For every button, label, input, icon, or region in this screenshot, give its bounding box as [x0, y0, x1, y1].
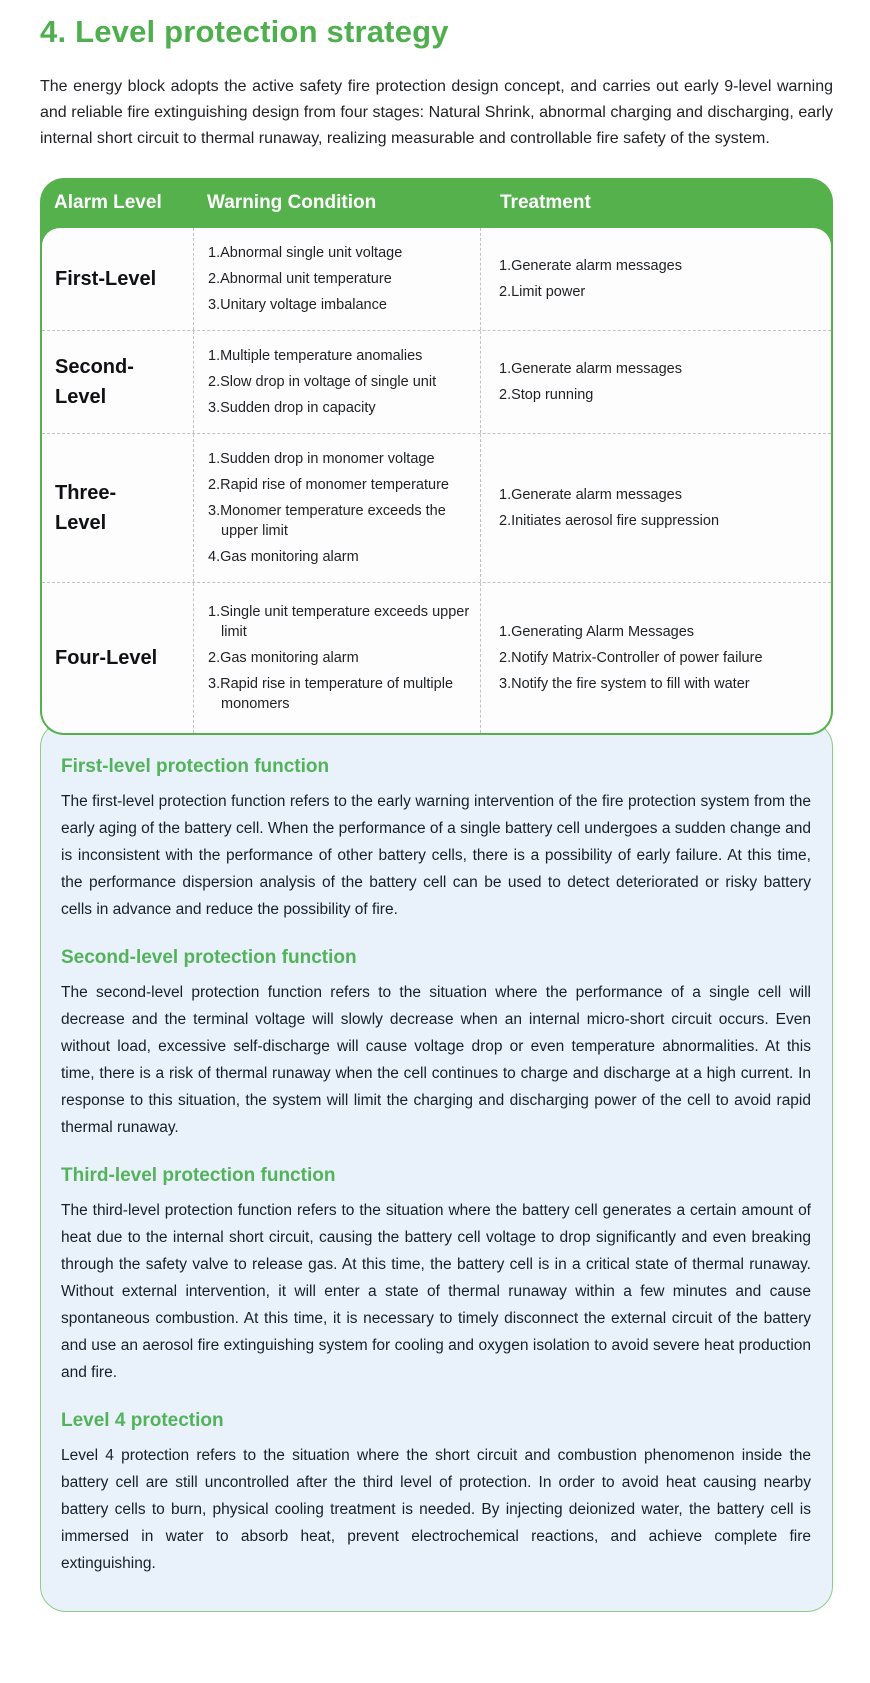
treatment-item: 2.Notify Matrix-Controller of power failure: [499, 650, 763, 666]
level-cell: [42, 228, 193, 330]
section-heading: First-level protection function: [61, 756, 330, 777]
level-label: Second-: [55, 356, 134, 378]
table-row: [42, 330, 831, 433]
level-cell: [42, 331, 193, 433]
condition-item: 3.Rapid rise in temperature of multiple monomers: [208, 676, 454, 712]
section-third-level: [61, 1165, 811, 1386]
section-paragraph: The third-level protection function refers to the situation where the battery cell generates a certain amount of heat due to the internal short circuit, causing the battery cell voltage to drop significantly and even breaking through the safety valve to release gas. At this time, the battery cell is in a critical state of thermal runaway. Without external intervention, it will enter a state of thermal runaway within a few minutes and cause spontaneous combustion. At this time, it is necessary to timely disconnect the external circuit of the battery and use an aerosol fire extinguishing system for cooling and oxygen isolation to avoid severe heat production and fire.: [61, 1202, 811, 1381]
table-row: [42, 228, 831, 330]
condition-item: 2.Slow drop in voltage of single unit: [208, 374, 437, 390]
treatment-item: 2.Initiates aerosol fire suppression: [499, 513, 720, 529]
section-heading: Level 4 protection: [61, 1410, 224, 1431]
section-second-level: [61, 947, 811, 1141]
section-heading: Third-level protection function: [61, 1165, 336, 1186]
treatment-item: 2.Stop running: [499, 387, 594, 403]
condition-item: 2.Abnormal unit temperature: [208, 271, 392, 287]
condition-item: 3.Sudden drop in capacity: [208, 400, 376, 416]
treatments-cell: [480, 331, 831, 433]
level-cell: [42, 434, 193, 582]
treatment-item: 3.Notify the fire system to fill with water: [499, 676, 750, 692]
condition-item: 2.Gas monitoring alarm: [208, 650, 359, 666]
section-paragraph: Level 4 protection refers to the situation where the short circuit and combustion phenomenon inside the battery cell are still uncontrolled after the third level of protection. In order to avoid heat causing nearby battery cells to burn, physical cooling treatment is needed. By injecting deionized water, the battery cell is immersed in water to absorb heat, prevent electrochemical reactions, and achieve complete fire extinguishing.: [61, 1447, 811, 1572]
level-label: Three-: [55, 482, 117, 504]
conditions-cell: [193, 434, 480, 582]
table-row: [42, 582, 831, 733]
column-header-treatment: Treatment: [500, 192, 591, 213]
treatment-item: 1.Generate alarm messages: [499, 361, 682, 377]
condition-item: 1.Multiple temperature anomalies: [208, 348, 423, 364]
condition-item: 4.Gas monitoring alarm: [208, 549, 359, 565]
condition-item: 3.Unitary voltage imbalance: [208, 297, 387, 313]
treatments-cell: [480, 434, 831, 582]
table-body: [42, 228, 831, 733]
section-level-4: [61, 1410, 811, 1577]
conditions-cell: [193, 228, 480, 330]
section-first-level: [61, 756, 811, 923]
condition-item: 2.Rapid rise of monomer temperature: [208, 477, 449, 493]
treatments-cell: [480, 228, 831, 330]
protection-functions-panel: [40, 721, 833, 1612]
table-header-row: [42, 178, 831, 228]
level-label: Four-Level: [55, 647, 158, 669]
level-label-line2: Level: [55, 386, 107, 408]
treatment-item: 1.Generating Alarm Messages: [499, 624, 695, 640]
treatment-item: 1.Generate alarm messages: [499, 258, 682, 274]
condition-item: 3.Monomer temperature exceeds the upper limit: [208, 503, 446, 539]
level-label: First-Level: [55, 268, 157, 290]
conditions-cell: [193, 331, 480, 433]
section-heading: Second-level protection function: [61, 947, 357, 968]
page-title: 4. Level protection strategy: [40, 14, 449, 49]
treatments-cell: [480, 583, 831, 733]
column-header-alarm-level: Alarm Level: [54, 192, 162, 213]
condition-item: 1.Sudden drop in monomer voltage: [208, 451, 435, 467]
intro-paragraph: The energy block adopts the active safety fire protection design concept, and carries out early 9-level warning and reliable fire extinguishing design from four stages: Natural Shrink, abnormal charging and discharging, early internal short circuit to thermal runaway, realizing measurable and controllable fire safety of the system.: [40, 78, 833, 147]
conditions-cell: [193, 583, 480, 733]
level-cell: [42, 583, 193, 733]
treatment-item: 2.Limit power: [499, 284, 586, 300]
table-row: [42, 433, 831, 582]
section-paragraph: The first-level protection function refers to the early warning intervention of the fire protection system from the early aging of the battery cell. When the performance of a single battery cell undergoes a sudden change and is inconsistent with the performance of other battery cells, there is a possibility of early failure. At this time, the performance dispersion analysis of the battery cell can be used to detect deteriorated or risky battery cells in advance and reduce the possibility of fire.: [61, 793, 811, 918]
condition-item: 1.Abnormal single unit voltage: [208, 245, 403, 261]
condition-item: 1.Single unit temperature exceeds upper limit: [208, 604, 470, 640]
alarm-level-table: [40, 178, 833, 735]
section-paragraph: The second-level protection function refers to the situation where the performance of a single cell will decrease and the terminal voltage will slowly decrease when an internal micro-short circuit occurs. Even without load, excessive self-discharge will cause voltage drop or even temperature abnormalities. At this time, there is a risk of thermal runaway when the cell continues to charge and discharge at a high current. In response to this situation, the system will limit the charging and discharging power of the cell to avoid rapid thermal runaway.: [61, 984, 811, 1136]
treatment-item: 1.Generate alarm messages: [499, 487, 682, 503]
level-label-line2: Level: [55, 512, 107, 534]
column-header-warning-condition: Warning Condition: [207, 192, 377, 213]
